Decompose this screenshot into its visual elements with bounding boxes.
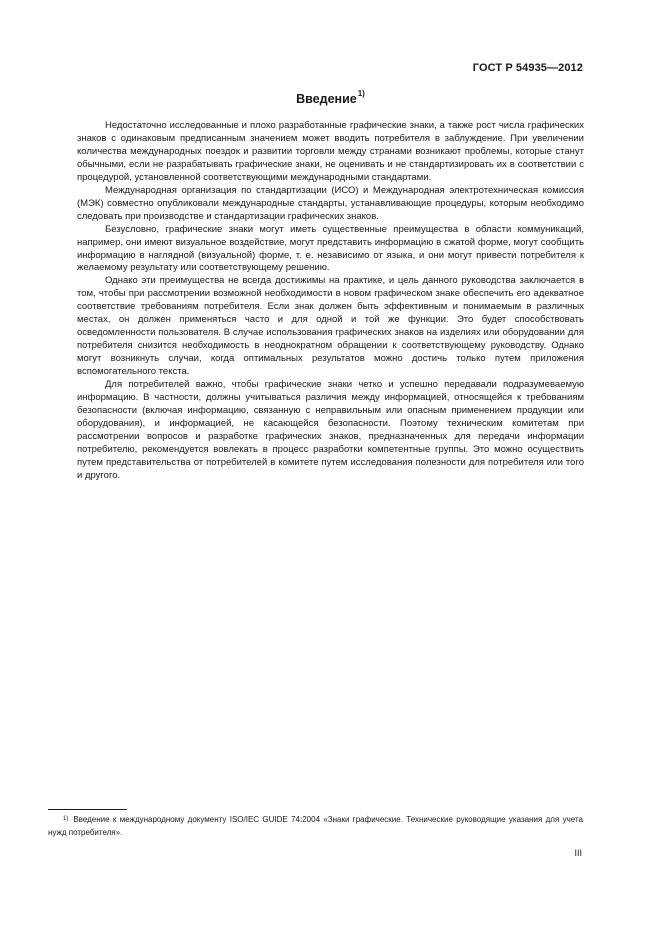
paragraph-5: Для потребителей важно, чтобы графические знаки четко и успешно передавали подразумеваемую информацию. В частности, должны учитываться различия между информацией, относящейся к требованиям безопасности (включая информацию, связанную с неправильным или опасным применением продукции или оборудования), и информацией, не касающейся безопасности. Поэтому техническим комитетам при рассмотрении вопросов и разработке графических знаков, предназначенных для передачи информации потребителю, рекомендуется вовлекать в процесс разработки компетентные группы. Это можно осуществить путем представительства от потребителей в комитете путем исследования полезности для потребителя или того и другого. — [77, 379, 584, 481]
document-body — [77, 120, 584, 483]
paragraph-3: Безусловно, графические знаки могут иметь существенные преимущества в области коммуникаций, например, они имеют визуальное воздействие, могут представить информацию в сжатой форме, могут сообщить информацию в наглядной (визуальной) форме, т. е. независимо от языка, и они могут привести потребителя к желаемому результату или соответствующему решению. — [77, 223, 584, 274]
footnote-text: Введение к международному документу ISO/IEC GUIDE 74:2004 «Знаки графические. Технические руководящие указания для учета нужд потребителя». — [48, 815, 583, 837]
footnote-mark: 1) — [63, 816, 69, 822]
page-number: III — [574, 848, 582, 858]
section-title — [0, 89, 661, 106]
standard-designation: ГОСТ Р 54935—2012 — [472, 62, 583, 74]
section-title-text: Введение — [296, 92, 357, 106]
footnote-reference: 1) — [357, 89, 365, 98]
paragraph-4: Однако эти преимущества не всегда достижимы на практике, и цель данного руководства заключается в том, чтобы при рассмотрении возможной необходимости в новом графическом знаке обеспечить его адекватное соответствие требованиям потребителя. Если знак должен быть эффективным и понимаемым в различных местах, он должен применяться часто и для одной и той же функции. Это будет способствовать осведомленности пользователя. В случае использования графических знаков на изделиях или оборудовании для потребителя снизится необходимость в неоднократном обращении к соответствующему руководству. Однако могут возникнуть случаи, когда оптимальных результатов можно достичь только путем приложения вспомогательного текста. — [77, 275, 584, 378]
footnote — [48, 814, 583, 839]
paragraph-2: Международная организация по стандартизации (ИСО) и Международная электротехническая комиссия (МЭК) совместно опубликовали международные стандарты, устанавливающие процедуры, которым необходимо следовать при производстве и стандартизации графических знаков. — [77, 184, 584, 222]
footnote-divider — [48, 809, 127, 810]
paragraph-1: Недостаточно исследованные и плохо разработанные графические знаки, а также рост числа графических знаков с одинаковым предписанным значением может вводить потребителя в заблуждение. При увеличении количества международных поездок и развитии торговли между странами возникают проблемы, которые станут обычными, если не разрабатывать графические знаки, не оценивать и не стандартизировать их в соответствии с процедурой, установленной соответствующими международными стандартами. — [77, 120, 584, 183]
